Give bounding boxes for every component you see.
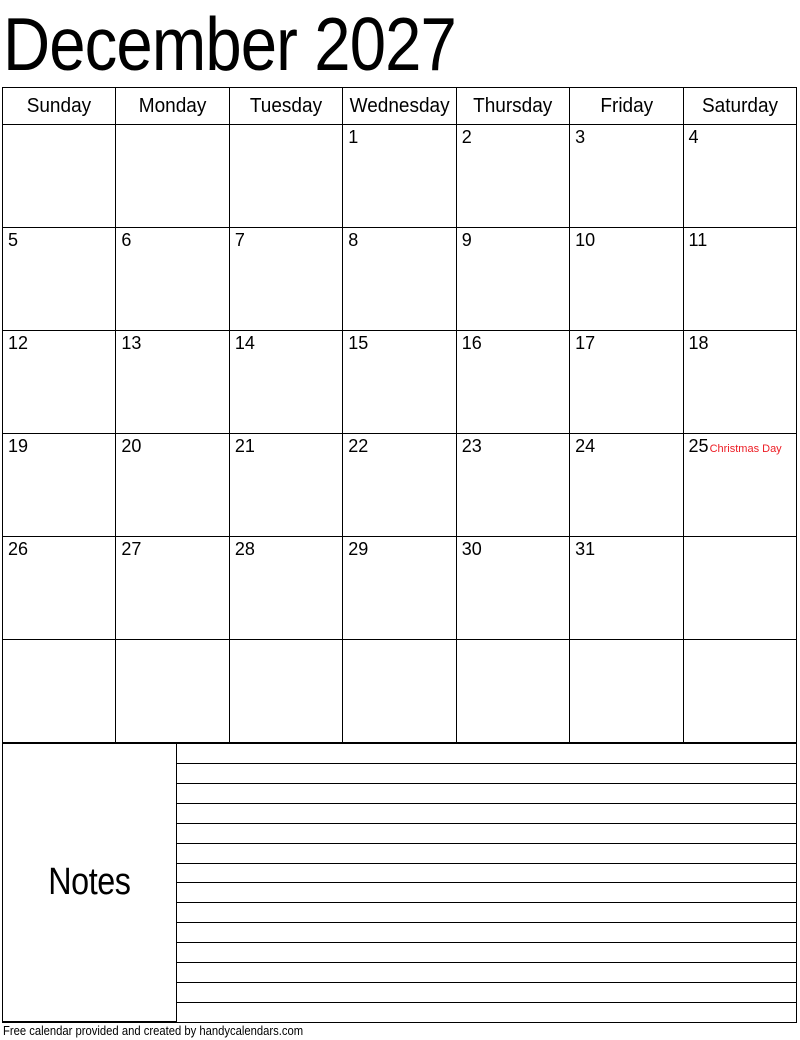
day-cell <box>116 434 229 537</box>
day-cell <box>3 640 116 743</box>
note-line <box>177 744 796 764</box>
date-number: 27 <box>121 539 142 559</box>
date-number: 24 <box>575 436 596 456</box>
note-line <box>177 943 796 963</box>
date-number: 23 <box>461 436 482 456</box>
day-cell <box>343 331 456 434</box>
day-cell <box>683 640 796 743</box>
calendar-week-row <box>3 331 797 434</box>
day-cell <box>3 434 116 537</box>
note-line <box>177 784 796 804</box>
calendar-week-row <box>3 125 797 228</box>
day-cell <box>343 228 456 331</box>
day-header-wednesday: Wednesday <box>343 88 456 125</box>
calendar-header-row <box>3 88 797 125</box>
calendar-grid <box>2 87 797 743</box>
date-number: 13 <box>121 333 142 353</box>
note-line <box>177 804 796 824</box>
calendar-week-row <box>3 434 797 537</box>
date-number: 6 <box>121 230 132 250</box>
day-cell <box>683 537 796 640</box>
date-number: 15 <box>348 333 369 353</box>
day-cell <box>570 640 683 743</box>
date-number: 11 <box>688 230 708 250</box>
day-cell <box>456 537 569 640</box>
day-cell <box>3 331 116 434</box>
note-line <box>177 903 796 923</box>
date-number: 12 <box>8 333 29 353</box>
date-number: 14 <box>234 333 255 353</box>
page-title: December 2027 <box>3 2 456 86</box>
date-number: 10 <box>575 230 596 250</box>
note-line <box>177 883 796 903</box>
date-number: 2 <box>461 127 472 147</box>
date-number: 18 <box>688 333 709 353</box>
day-cell <box>116 331 229 434</box>
notes-box <box>2 744 177 1023</box>
holiday-label: Christmas Day <box>709 443 782 455</box>
day-header-thursday: Thursday <box>456 88 569 125</box>
note-line <box>177 764 796 784</box>
day-cell <box>116 125 229 228</box>
day-cell <box>229 125 342 228</box>
day-cell <box>570 125 683 228</box>
note-line <box>177 983 796 1003</box>
date-number: 4 <box>688 127 699 147</box>
day-header-monday: Monday <box>116 88 229 125</box>
day-header-sunday: Sunday <box>3 88 116 125</box>
day-cell <box>343 640 456 743</box>
day-cell <box>3 537 116 640</box>
day-cell <box>683 228 796 331</box>
date-number: 30 <box>461 539 482 559</box>
day-cell <box>229 537 342 640</box>
day-header-saturday: Saturday <box>683 88 796 125</box>
notes-lines <box>177 744 797 1023</box>
date-number: 19 <box>8 436 29 456</box>
day-cell <box>229 228 342 331</box>
day-cell-christmas <box>683 434 796 537</box>
note-line <box>177 923 796 943</box>
date-number: 31 <box>575 539 596 559</box>
day-cell <box>343 434 456 537</box>
note-line <box>177 1003 796 1023</box>
note-line <box>177 864 796 884</box>
date-number: 9 <box>461 230 472 250</box>
day-cell <box>229 331 342 434</box>
day-cell <box>456 434 569 537</box>
day-header-friday: Friday <box>570 88 683 125</box>
date-number: 17 <box>575 333 596 353</box>
day-header-tuesday: Tuesday <box>229 88 342 125</box>
day-cell <box>116 640 229 743</box>
date-number: 22 <box>348 436 369 456</box>
date-number: 25 <box>688 436 709 456</box>
day-cell <box>456 640 569 743</box>
day-cell <box>456 228 569 331</box>
notes-label: Notes <box>48 861 131 903</box>
date-number: 16 <box>461 333 482 353</box>
date-number: 5 <box>8 230 19 250</box>
date-number: 26 <box>8 539 29 559</box>
date-number: 7 <box>234 230 245 250</box>
day-cell <box>570 434 683 537</box>
note-line <box>177 963 796 983</box>
day-cell <box>570 537 683 640</box>
date-number: 1 <box>348 127 359 147</box>
date-number: 29 <box>348 539 369 559</box>
day-cell <box>343 125 456 228</box>
date-number: 20 <box>121 436 142 456</box>
calendar-week-row <box>3 228 797 331</box>
footer-credit: Free calendar provided and created by handycalendars.com <box>3 1024 304 1038</box>
day-cell <box>456 331 569 434</box>
day-cell <box>229 434 342 537</box>
calendar-week-row <box>3 640 797 743</box>
day-cell <box>683 125 796 228</box>
day-cell <box>116 228 229 331</box>
day-cell <box>116 537 229 640</box>
date-number: 28 <box>234 539 255 559</box>
calendar-week-row <box>3 537 797 640</box>
notes-section <box>2 742 797 1023</box>
day-cell <box>343 537 456 640</box>
date-number: 21 <box>234 436 255 456</box>
day-cell <box>3 125 116 228</box>
day-cell <box>683 331 796 434</box>
date-number: 3 <box>575 127 586 147</box>
day-cell <box>229 640 342 743</box>
date-number: 8 <box>348 230 359 250</box>
note-line <box>177 844 796 864</box>
day-cell <box>570 228 683 331</box>
day-cell <box>456 125 569 228</box>
day-cell <box>3 228 116 331</box>
day-cell <box>570 331 683 434</box>
note-line <box>177 824 796 844</box>
